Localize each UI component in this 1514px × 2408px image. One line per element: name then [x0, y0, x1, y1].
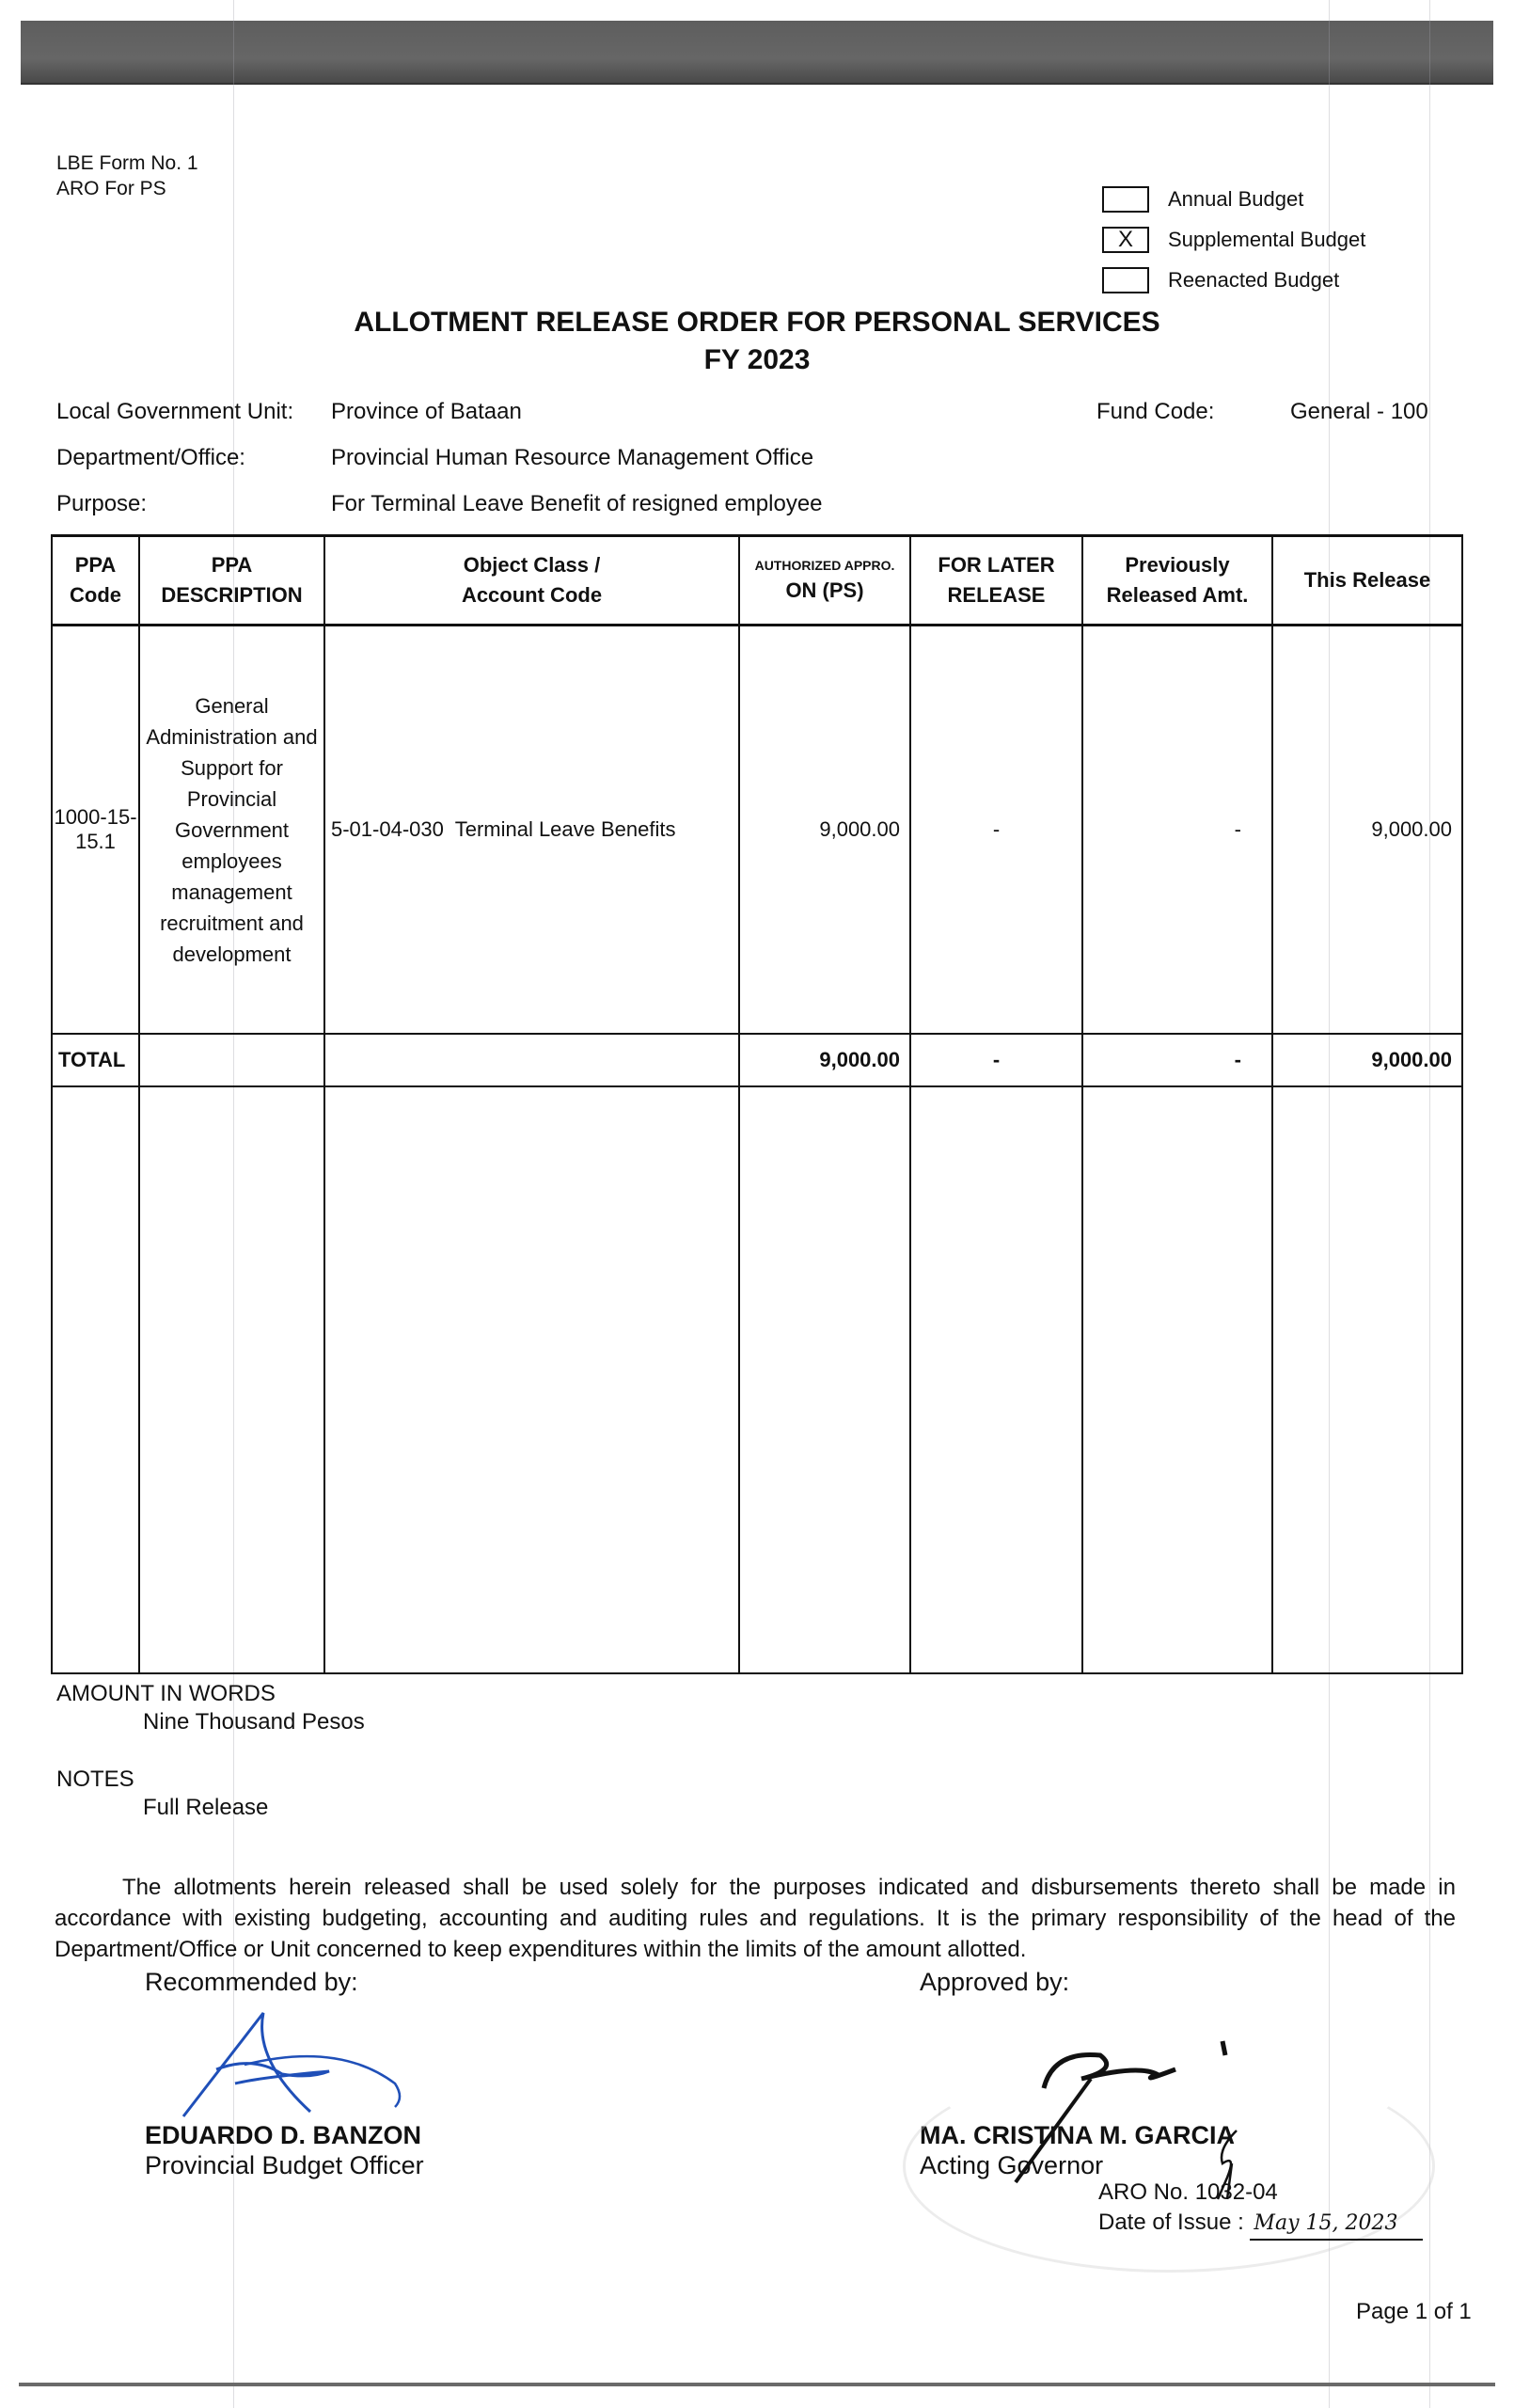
statement-paragraph: The allotments herein released shall be used solely for the purposes indicated and disbursements thereto shall be made in accordance with existing budgeting, accounting and auditing rules and regulations. It is the primary responsibility of the head of the Department/Office or Unit concerned to keep expenditures within the limits of the amount allotted.: [55, 1875, 1456, 1962]
notes-label: NOTES: [56, 1766, 134, 1792]
col-previously-released: Previously Released Amt.: [1082, 536, 1272, 626]
ppa-description-cell: General Administration and Support for Provincial Government employees management recruitment and development: [139, 626, 324, 1035]
table-header-row: [52, 536, 1462, 626]
ppa-code-cell: 1000-15- 15.1: [52, 626, 139, 1035]
col-object-class: Object Class / Account Code: [324, 536, 739, 626]
account-code-cell: 5-01-04-030 Terminal Leave Benefits: [324, 626, 739, 1035]
form-subtitle: ARO For PS: [56, 178, 166, 199]
total-for-later-release: -: [910, 1034, 1082, 1086]
form-number: LBE Form No. 1: [56, 152, 198, 174]
this-release-cell: 9,000.00: [1272, 626, 1462, 1035]
approved-by-label: Approved by:: [920, 1968, 1070, 1996]
fund-code-value: General - 100: [1290, 399, 1428, 424]
total-authorized: 9,000.00: [739, 1034, 910, 1086]
table-empty-row: [52, 1086, 1462, 1673]
checkbox-reenacted[interactable]: [1102, 267, 1149, 293]
previously-released-cell: -: [1082, 626, 1272, 1035]
budget-type-group: [1102, 179, 1365, 300]
purpose-row: [56, 491, 823, 517]
checkbox-annual[interactable]: [1102, 186, 1149, 213]
fund-code-row: [1096, 399, 1428, 425]
recommended-by-name: EDUARDO D. BANZON: [145, 2121, 421, 2149]
recommended-by-label: Recommended by:: [145, 1968, 358, 1996]
approved-by-name: MA. CRISTINA M. GARCIA: [920, 2121, 1235, 2149]
document-title: ALLOTMENT RELEASE ORDER FOR PERSONAL SERVICES: [354, 307, 1160, 338]
purpose-label: Purpose:: [56, 491, 148, 516]
checkbox-supplemental[interactable]: X: [1102, 227, 1149, 253]
date-of-issue-value: May 15, 2023: [1250, 2209, 1423, 2241]
table-total-row: [52, 1034, 1462, 1086]
amount-in-words-section: [56, 1680, 365, 1736]
col-ppa-code: PPA Code: [52, 536, 139, 626]
budget-option-label: Annual Budget: [1168, 186, 1304, 211]
total-label: TOTAL: [52, 1034, 139, 1086]
table-row: [52, 626, 1462, 1035]
aro-reference: [1098, 2178, 1423, 2241]
amount-in-words-label: AMOUNT IN WORDS: [56, 1681, 276, 1706]
budget-option-label: Reenacted Budget: [1168, 267, 1340, 292]
page-number: Page 1 of 1: [1356, 2299, 1472, 2324]
signature-icon: [179, 2004, 414, 2126]
lgu-row: [56, 399, 522, 425]
col-ppa-description: PPA DESCRIPTION: [139, 536, 324, 626]
amount-in-words-value: Nine Thousand Pesos: [143, 1709, 365, 1735]
date-of-issue-label: Date of Issue :: [1098, 2210, 1244, 2235]
fund-code-label: Fund Code:: [1096, 399, 1215, 424]
department-row: [56, 445, 813, 471]
allotment-table: [51, 534, 1463, 1674]
department-value: Provincial Human Resource Management Office: [331, 445, 814, 470]
approved-by-title: Acting Governor: [920, 2151, 1104, 2179]
col-authorized-appropriation: AUTHORIZED APPRO. ON (PS): [739, 536, 910, 626]
notes-section: [56, 1766, 268, 1822]
budget-option-label: Supplemental Budget: [1168, 227, 1366, 251]
lgu-label: Local Government Unit:: [56, 399, 294, 424]
col-this-release: This Release: [1272, 536, 1462, 626]
total-this-release: 9,000.00: [1272, 1034, 1462, 1086]
for-later-release-cell: -: [910, 626, 1082, 1035]
budget-option-reenacted[interactable]: [1102, 260, 1365, 300]
notes-value: Full Release: [143, 1795, 269, 1820]
budget-option-annual[interactable]: [1102, 179, 1365, 219]
authorized-cell: 9,000.00: [739, 626, 910, 1035]
col-for-later-release: FOR LATER RELEASE: [910, 536, 1082, 626]
lgu-value: Province of Bataan: [331, 399, 522, 424]
scan-footer-rule: [19, 2383, 1495, 2386]
total-previously-released: -: [1082, 1034, 1272, 1086]
aro-number: ARO No. 1032-04: [1098, 2179, 1278, 2205]
scan-header-bar: [21, 21, 1493, 85]
department-label: Department/Office:: [56, 445, 245, 470]
purpose-value: For Terminal Leave Benefit of resigned employee: [331, 491, 823, 516]
recommended-by-title: Provincial Budget Officer: [145, 2151, 424, 2179]
form-identifier: [56, 150, 198, 201]
budget-option-supplemental[interactable]: [1102, 219, 1365, 260]
fiscal-year: FY 2023: [703, 344, 811, 375]
faint-seal-stamp: [903, 2060, 1435, 2273]
date-of-issue-row: [1098, 2208, 1423, 2241]
